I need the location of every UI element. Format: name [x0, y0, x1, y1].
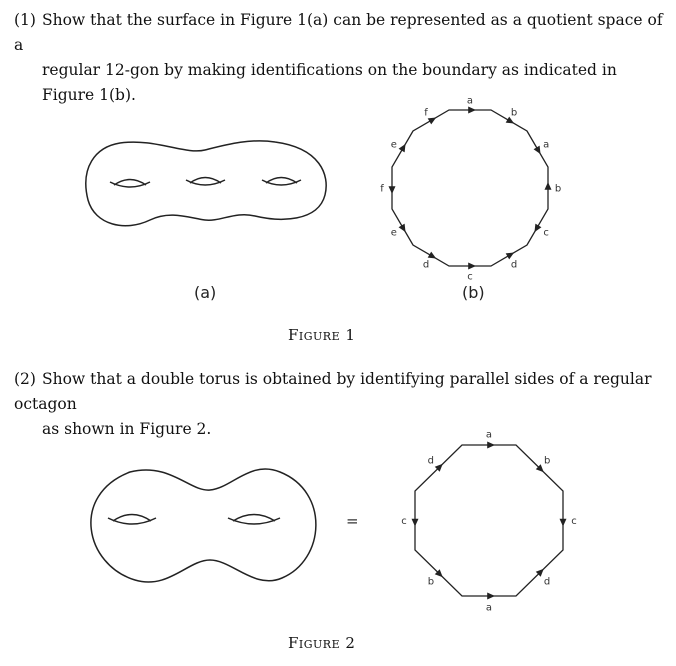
octagon-edge-label-8: d [427, 455, 435, 467]
hole-1 [110, 180, 150, 188]
twelve-gon-edge-label-12: f [424, 107, 428, 119]
equals-sign: = [346, 512, 359, 530]
problem-2-line-2: as shown in Figure 2. [42, 420, 212, 438]
twelve-gon [380, 96, 561, 283]
figure-2-caption-text: Figure 2 [288, 634, 356, 652]
problem-1-number: (1) [14, 11, 36, 29]
figure-1-sublabel-a: (a) [194, 283, 217, 302]
twelve-gon-edge-label-7: c [467, 271, 473, 283]
double-torus-hole-2 [228, 515, 280, 525]
problem-2-number: (2) [14, 370, 36, 388]
twelve-gon-edge-label-11: e [390, 139, 397, 151]
twelve-gon-outline [392, 110, 548, 266]
twelve-gon-edge-label-3: a [543, 139, 550, 151]
twelve-gon-arrow-4 [545, 182, 552, 190]
double-torus-outline [91, 469, 316, 582]
octagon-edge-label-5: a [485, 602, 493, 614]
twelve-gon-edge-label-1: a [466, 95, 474, 107]
octagon-edge-label-3: c [571, 516, 577, 528]
problem-1-line-1: Show that the surface in Figure 1(a) can be represented as a quotient space of a [14, 11, 663, 54]
octagon-labels [401, 430, 576, 614]
octagon-arrow-7 [412, 519, 419, 527]
twelve-gon-edge-label-6: d [510, 259, 518, 271]
problem-2-line-1: Show that a double torus is obtained by identifying parallel sides of a regular octagon [14, 370, 652, 413]
octagon-arrow-1 [487, 442, 495, 449]
octagon-edge-label-7: c [401, 516, 407, 528]
twelve-gon-arrow-10 [389, 186, 396, 194]
figure-1-caption-text: Figure 1 [288, 326, 356, 344]
twelve-gon-edge-label-4: b [554, 183, 562, 195]
problem-1-line-2: regular 12-gon by making identifications on the boundary as indicated in Figure 1(b). [42, 61, 617, 104]
triple-torus-drawing [86, 141, 326, 226]
octagon [401, 430, 576, 614]
twelve-gon-edge-label-8: d [422, 259, 430, 271]
twelve-gon-edge-label-5: c [543, 227, 549, 239]
double-torus-hole-1 [108, 515, 156, 525]
octagon-arrow-3 [560, 519, 567, 527]
octagon-edge-label-1: a [485, 429, 493, 441]
octagon-edge-label-4: d [543, 576, 551, 588]
hole-2 [186, 178, 225, 186]
twelve-gon-arrow-1 [468, 107, 476, 114]
figure-1-sublabel-b: (b) [462, 283, 485, 302]
twelve-gon-edge-label-2: b [510, 107, 518, 119]
octagon-arrow-5 [487, 593, 495, 600]
twelve-gon-labels [380, 96, 561, 283]
octagon-edge-label-6: b [427, 576, 435, 588]
octagon-edge-label-2: b [543, 455, 551, 467]
hole-3 [262, 178, 301, 186]
twelve-gon-arrow-7 [468, 263, 476, 270]
twelve-gon-edge-label-10: f [380, 183, 384, 195]
twelve-gon-edge-label-9: e [390, 227, 397, 239]
double-torus-drawing [91, 469, 316, 582]
